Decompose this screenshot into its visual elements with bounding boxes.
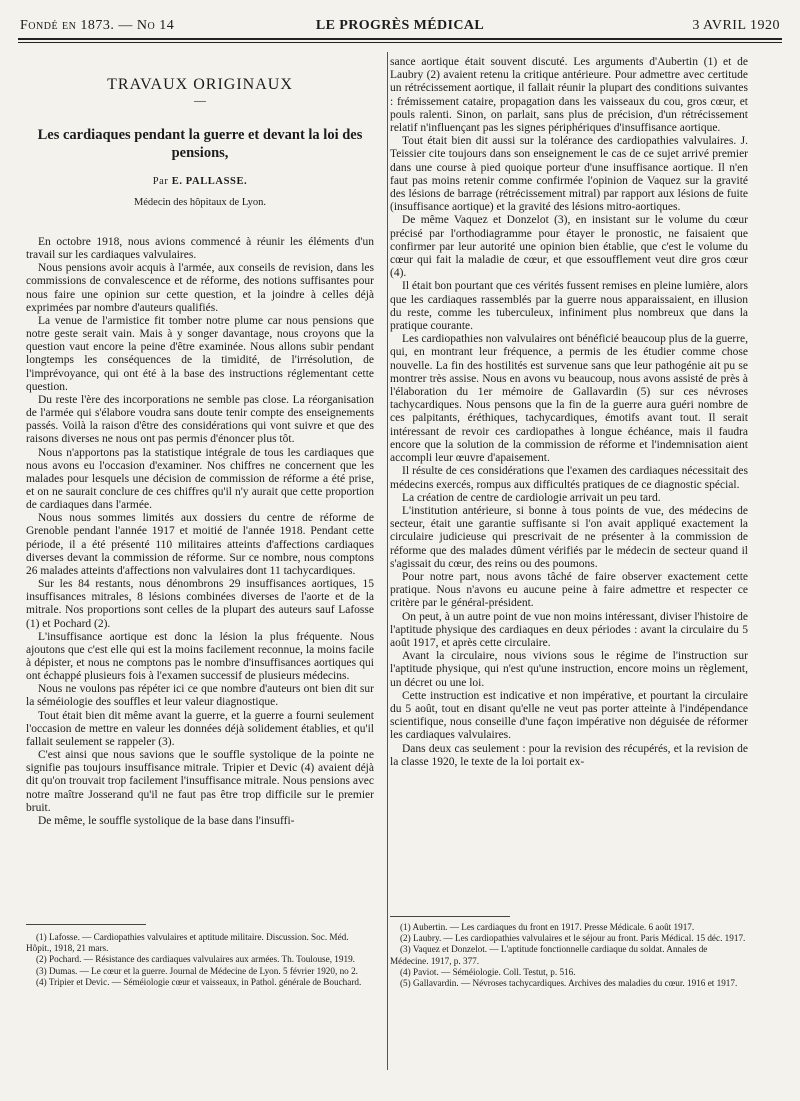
page-header <box>20 18 780 40</box>
column-divider <box>387 52 388 1070</box>
header-founding: Fondé en 1873. — No 14 <box>20 18 175 33</box>
right-body <box>390 56 748 769</box>
paragraph: Nous pensions avoir acquis à l'armée, aux conseils de revision, dans les commissions de convalescence et de réforme, des notions suffisantes pour nous faire une opinion sur cette question, et la joindre à celles déjà exprimées par nombre d'auteurs qualifiés. <box>26 262 374 314</box>
paragraph: De même Vaquez et Donzelot (3), en insistant sur le volume du cœur précisé par l'orthodiagramme pour étayer le pronostic, ne faisaient que confirmer par leur autorité une opinion bien établie, que c'est le volume du cœur qui fait la maladie de cœur, et que essoufflement veut dire gros cœur (4). <box>390 214 748 280</box>
section-dash: — <box>194 93 206 107</box>
paragraph: En octobre 1918, nous avions commencé à réunir les éléments d'un travail sur les cardiaques valvulaires. <box>26 236 374 262</box>
paragraph: L'insuffisance aortique est donc la lésion la plus fréquente. Nous ajoutons que c'est elle qui est la moins facilement reconnue, la moins facile à dépister, et nous ne comptons pas le nombre d'insuffisances aortiques qui ont échappé plusieurs fois à l'examen successif de plusieurs médecins. <box>26 630 374 683</box>
footnote: (4) Paviot. — Séméiologie. Coll. Testut, p. 516. <box>400 966 576 977</box>
paragraph: La création de centre de cardiologie arrivait un peu tard. <box>402 491 661 504</box>
footnote: (1) Aubertin. — Les cardiaques du front en 1917. Presse Médicale. 6 août 1917. <box>400 922 695 932</box>
header-rule-thick <box>18 38 782 40</box>
paragraph: Il résulte de ces considérations que l'examen des cardiaques nécessitait des médecins exercés, rompus aux difficultés pratiques de ce diagnostic spécial. <box>390 465 748 491</box>
paragraph: Tout était bien dit même avant la guerre, et la guerre a fourni seulement l'occasion de mettre en valeur les données déjà solidement établies, et qu'il fallait seulement se rappeler (3). <box>26 709 374 748</box>
paragraph: Il était bon pourtant que ces vérités fussent remises en pleine lumière, alors que les cardiaques rassemblés par la guerre nous apparaissaient, en illusion du reste, comme les tuberculeux, infiniment plus nombreux que dans la pratique courante. <box>390 280 748 333</box>
header-rule-thin <box>18 42 782 43</box>
paragraph: Nous ne voulons pas répéter ici ce que nombre d'auteurs ont bien dit sur la séméiologie des souffles et leur valeur diagnostique. <box>26 683 374 709</box>
author-affiliation: Médecin des hôpitaux de Lyon. <box>133 197 267 208</box>
issue-date: 3 AVRIL 1920 <box>692 18 780 33</box>
paragraph: L'institution antérieure, si bonne à tous points de vue, des médecins de secteur, était une garantie suffisante si l'on avait appliqué exactement la circulaire judicieuse qui prescrivait de ne présenter à la commission de réforme que des malades dûment vérifiés par le médecin de secteur quand il s'agissait du cœur, des reins ou des poumons. <box>390 504 748 570</box>
paragraph: C'est ainsi que nous savions que le souffle systolique de la pointe ne signifie pas toujours insuffisance mitrale. Tripier et Devic (4) avaient déjà dit qu'on trouvait trop facilement l'insuffisance mitrale. Nous pensions avec notre maître Josserand qu'il ne faut pas être trop difficile sur le premier bruit. <box>26 749 374 814</box>
left-column <box>26 58 374 828</box>
author-name: E. PALLASSE. <box>171 176 248 187</box>
paragraph: La venue de l'armistice fit tomber notre plume car nous pensions que notre geste serait vain. Mais à y songer davantage, nous croyons que la question vaut encore la peine d'être examinée. Nous allons subir pendant longtemps les conséquences de la timidité, de l'irrésolution, de l'imprévoyance, qui ont été à la base des instructions réglementant cette question. <box>26 314 374 393</box>
paragraph: Pour notre part, nous avons tâché de faire observer exactement cette pratique. Nous n'avons eu aucune peine à faire admettre et respecter ce critère par le général-président. <box>390 570 748 610</box>
article-title: Les cardiaques pendant la guerre et devant la loi des pensions, <box>37 127 363 161</box>
paragraph: De même, le souffle systolique de la base dans l'insuffi- <box>38 814 295 827</box>
footnote: (3) Vaquez et Donzelot. — L'aptitude fonctionnelle cardiaque du soldat. Annales de Médecine. 1917, p. 377. <box>390 944 708 966</box>
right-footnote-rule <box>390 916 510 917</box>
left-footnote-rule <box>26 924 146 925</box>
paragraph: sance aortique était souvent discuté. Les arguments d'Aubertin (1) et de Laubry (2) avaient retenu la critique antérieure. Pour admettre avec certitude un rétrécissement aortique, il fallait réunir la plupart des conditions suivantes : frémissement cataire, propagation dans les vaisseaux du cou, gros cœur, et pouls ralenti. Sinon, on parlait, sans plus de précision, d'un rétrécissement relatif n'influençant pas les signes périphériques d'insuffisance aortique. <box>390 56 748 135</box>
paragraph: Tout était bien dit aussi sur la tolérance des cardiopathies valvulaires. J. Teissier cite toujours dans son enseignement le cas de ce sujet arrivé premier dans une course à pied quoique porteur d'une insuffisance aortique. Il n'en faut pas moins retenir comme confirmée l'opinion de Vaquez sur la gravité des lésions de barrage (rétrécissement mitral) par rapport aux lésions de fuite (insuffisance aortique) et la gravité des lésions mitro-aortiques. <box>390 135 748 214</box>
paragraph: Du reste l'ère des incorporations ne semble pas close. La réorganisation de l'armée qui s'élabore voudra sans doute tenir compte des enseignements passés. Voilà la raison d'être des considérations qui vont suivre et que des raisons diverses ne nous ont pas permis d'énoncer plus tôt. <box>26 393 374 446</box>
paragraph: Nous nous sommes limités aux dossiers du centre de réforme de Grenoble pendant l'année 1917 et moitié de l'année 1918. Pendant cette période, il a été présenté 110 militaires atteints d'affections cardiaques diverses devant la commission de réforme. Sur ce nombre, nous comptons 26 malades atteints d'affections non valvulaires dont 11 tachycardiques. <box>26 512 374 577</box>
paragraph: Dans deux cas seulement : pour la revision des récupérés, et la revision de la classe 1920, le texte de la loi portait ex- <box>390 742 748 768</box>
right-column <box>390 56 748 769</box>
footnote: (2) Laubry. — Les cardiopathies valvulaires et le séjour au front. Paris Médical. 15 déc. 1917. <box>400 933 746 944</box>
footnote: (1) Lafosse. — Cardiopathies valvulaires et aptitude militaire. Discussion. Soc. Méd. Hôpit., 1918, 21 mars. <box>26 932 349 954</box>
left-body <box>26 236 374 828</box>
footnote: (3) Dumas. — Le cœur et la guerre. Journal de Médecine de Lyon. 5 février 1920, no 2. <box>36 965 358 976</box>
footnote: (2) Pochard. — Résistance des cardiaques valvulaires aux armées. Th. Toulouse, 1919. <box>36 954 355 965</box>
paragraph: Les cardiopathies non valvulaires ont bénéficié beaucoup plus de la guerre, qui, en montrant leur fréquence, a permis de les étudier comme chose nouvelle. La fin des hostilités est survenue sans que leur pathogénie ait pu se montrer très assise. Nous en avons vu beaucoup, nous avons assisté de près à l'élaboration du 1er mémoire de Gallavardin (5) sur ces névroses tachycardiques. Nous pensons que la fin de la guerre aura guéri nombre de ces palpitants, éréthiques, tachycardiques, émotifs avant tout. Il serait intéressant de revoir ces cardiopathes à longue échéance, mais il faudra encore que la solution de la commission de réforme et l'indemnisation aient accompli leur œuvre d'apaisement. <box>390 333 748 465</box>
byline-prefix: Par <box>152 176 169 187</box>
byline <box>26 176 374 187</box>
paragraph: On peut, à un autre point de vue non moins intéressant, diviser l'histoire de l'aptitude physique des cardiaques en deux périodes : avant la circulaire du 5 août 1917, et après cette circulaire. <box>390 610 748 649</box>
footnote: (5) Gallavardin. — Névroses tachycardiques. Archives des maladies du cœur. 1916 et 1917. <box>400 978 738 989</box>
left-footnotes <box>26 932 374 988</box>
paragraph: Cette instruction est indicative et non impérative, et pourtant la circulaire du 5 août, tout en disant qu'elle ne veut pas porter atteinte à l'indépendance scientifique, nous conseille d'une façon impérative non déguisée de réformer les cardiaques valvulaires. <box>390 689 748 742</box>
section-heading: TRAVAUX ORIGINAUX <box>107 76 293 93</box>
paragraph: Sur les 84 restants, nous dénombrons 29 insuffisances aortiques, 15 insuffisances mitrales, 8 lésions combinées diverses de l'aorte et de la mitrale. Nos proportions sont celles de la plupart des auteurs sauf Lafosse (1) et Pochard (2). <box>26 578 374 630</box>
paragraph: Nous n'apportons pas la statistique intégrale de tous les cardiaques que nous avons eu l'occasion d'examiner. Nos chiffres ne concernent que les malades pour lesquels une décision de commission de réforme a été prise, et on ne saurait conclure de ces chiffres qu'il n'y aurait que cette proportion de cardiaques dans l'armée. <box>26 446 374 512</box>
paragraph: Avant la circulaire, nous vivions sous le régime de l'instruction sur l'aptitude physique, qui n'est qu'une instruction, encore moins un règlement, un décret ou une loi. <box>390 650 748 689</box>
footnote: (4) Tripier et Devic. — Séméiologie cœur et vaisseaux, in Pathol. générale de Bouchard. <box>36 976 362 987</box>
journal-title: LE PROGRÈS MÉDICAL <box>315 18 485 33</box>
right-footnotes <box>390 922 748 989</box>
